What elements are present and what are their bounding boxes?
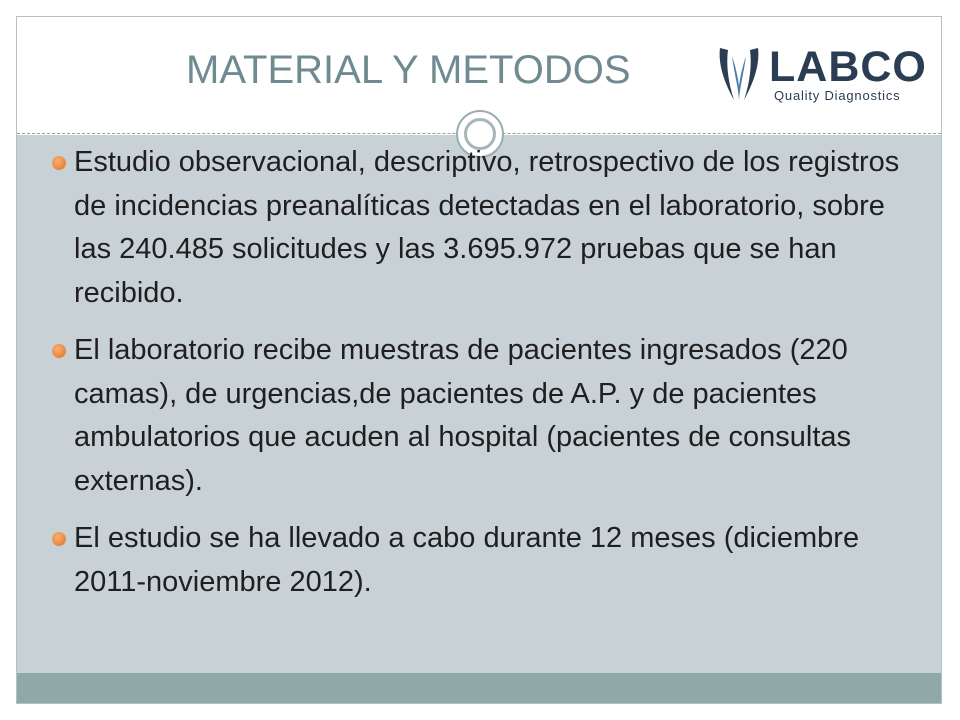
orange-dot-bullet-icon — [52, 156, 66, 170]
labco-logo — [714, 42, 940, 106]
orange-dot-bullet-icon — [52, 344, 66, 358]
logo-wordmark: LABCO — [769, 43, 927, 91]
bullet-list — [48, 141, 918, 618]
logo-tagline: Quality Diagnostics — [774, 88, 901, 103]
bullet-text: El laboratorio recibe muestras de pacientes ingresados (220 camas), de urgencias,de pacientes de A.P. y de pacientes ambulatorios que acuden al hospital (pacientes de consultas externas). — [74, 334, 852, 497]
bullet-item — [48, 517, 918, 604]
footer-band — [17, 673, 941, 703]
bullet-item — [48, 141, 918, 315]
orange-dot-bullet-icon — [52, 532, 66, 546]
bullet-text: El estudio se ha llevado a cabo durante 12 meses (diciembre 2011-noviembre 2012). — [74, 522, 860, 598]
labco-swoosh-logo-icon — [714, 42, 764, 106]
bullet-text: Estudio observacional, descriptivo, retrospectivo de los registros de incidencias preanalíticas detectadas en el laboratorio, sobre las 240.485 solicitudes y las 3.695.972 pruebas que se han recibido. — [74, 146, 900, 309]
slide-title: MATERIAL Y METODOS — [186, 48, 631, 92]
bullet-item — [48, 329, 918, 503]
